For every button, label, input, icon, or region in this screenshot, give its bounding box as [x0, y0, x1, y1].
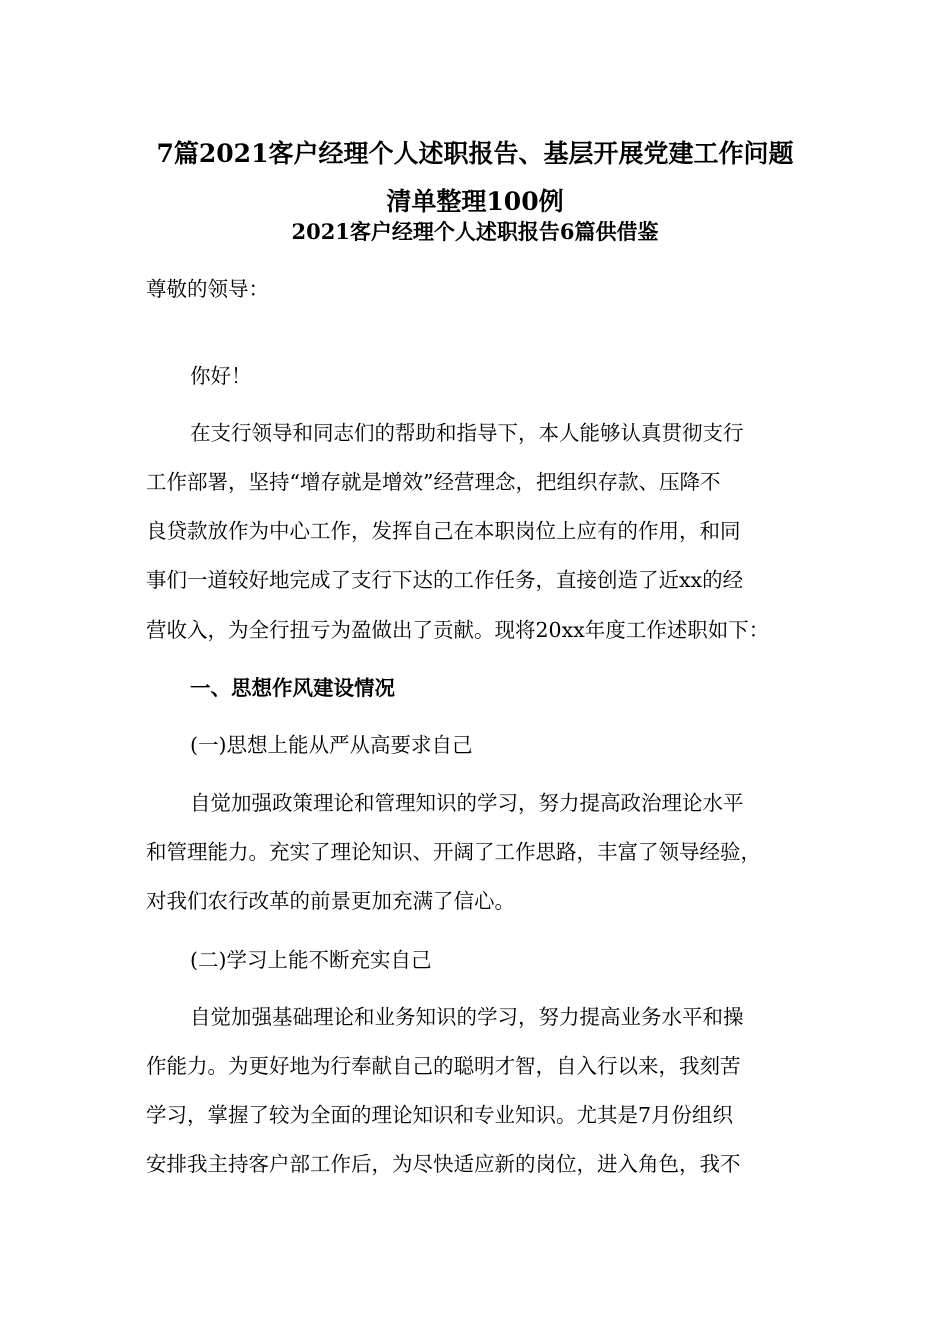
paragraph-2-line: 对我们农行改革的前景更加充满了信心。 [146, 889, 515, 913]
paragraph-2-line: 和管理能力。充实了理论知识、开阔了工作思路，丰富了领导经验， [146, 840, 761, 864]
document-title-line-2: 清单整理100例 [386, 187, 564, 216]
paragraph-1-line: 良贷款放作为中心工作，发挥自己在本职岗位上应有的作用，和同 [146, 519, 741, 543]
paragraph-3-line: 学习，掌握了较为全面的理论知识和专业知识。尤其是7月份组织 [146, 1103, 734, 1127]
subsection-heading-1: (一)思想上能从严从高要求自己 [190, 733, 473, 757]
greeting: 你好！ [190, 364, 252, 388]
section-heading-1: 一、思想作风建设情况 [190, 676, 395, 700]
paragraph-1-line: 在支行领导和同志们的帮助和指导下，本人能够认真贯彻支行 [190, 421, 744, 445]
document-subtitle: 2021客户经理个人述职报告6篇供借鉴 [291, 219, 659, 244]
paragraph-1-line: 工作部署，坚持“增存就是增效”经营理念，把组织存款、压降不 [146, 470, 721, 494]
document-title-line-1: 7篇2021客户经理个人述职报告、基层开展党建工作问题 [156, 139, 794, 168]
subsection-heading-2: (二)学习上能不断充实自己 [190, 948, 432, 972]
salutation: 尊敬的领导： [146, 277, 269, 301]
paragraph-2-line: 自觉加强政策理论和管理知识的学习，努力提高政治理论水平 [190, 791, 744, 815]
paragraph-1-line: 事们一道较好地完成了支行下达的工作任务，直接创造了近xx的经 [146, 568, 744, 592]
paragraph-1-line: 营收入，为全行扭亏为盈做出了贡献。现将20xx年度工作述职如下： [146, 618, 770, 642]
paragraph-3-line: 安排我主持客户部工作后，为尽快适应新的岗位，进入角色，我不 [146, 1152, 741, 1176]
paragraph-3-line: 作能力。为更好地为行奉献自己的聪明才智，自入行以来，我刻苦 [146, 1054, 741, 1078]
paragraph-3-line: 自觉加强基础理论和业务知识的学习，努力提高业务水平和操 [190, 1005, 744, 1029]
